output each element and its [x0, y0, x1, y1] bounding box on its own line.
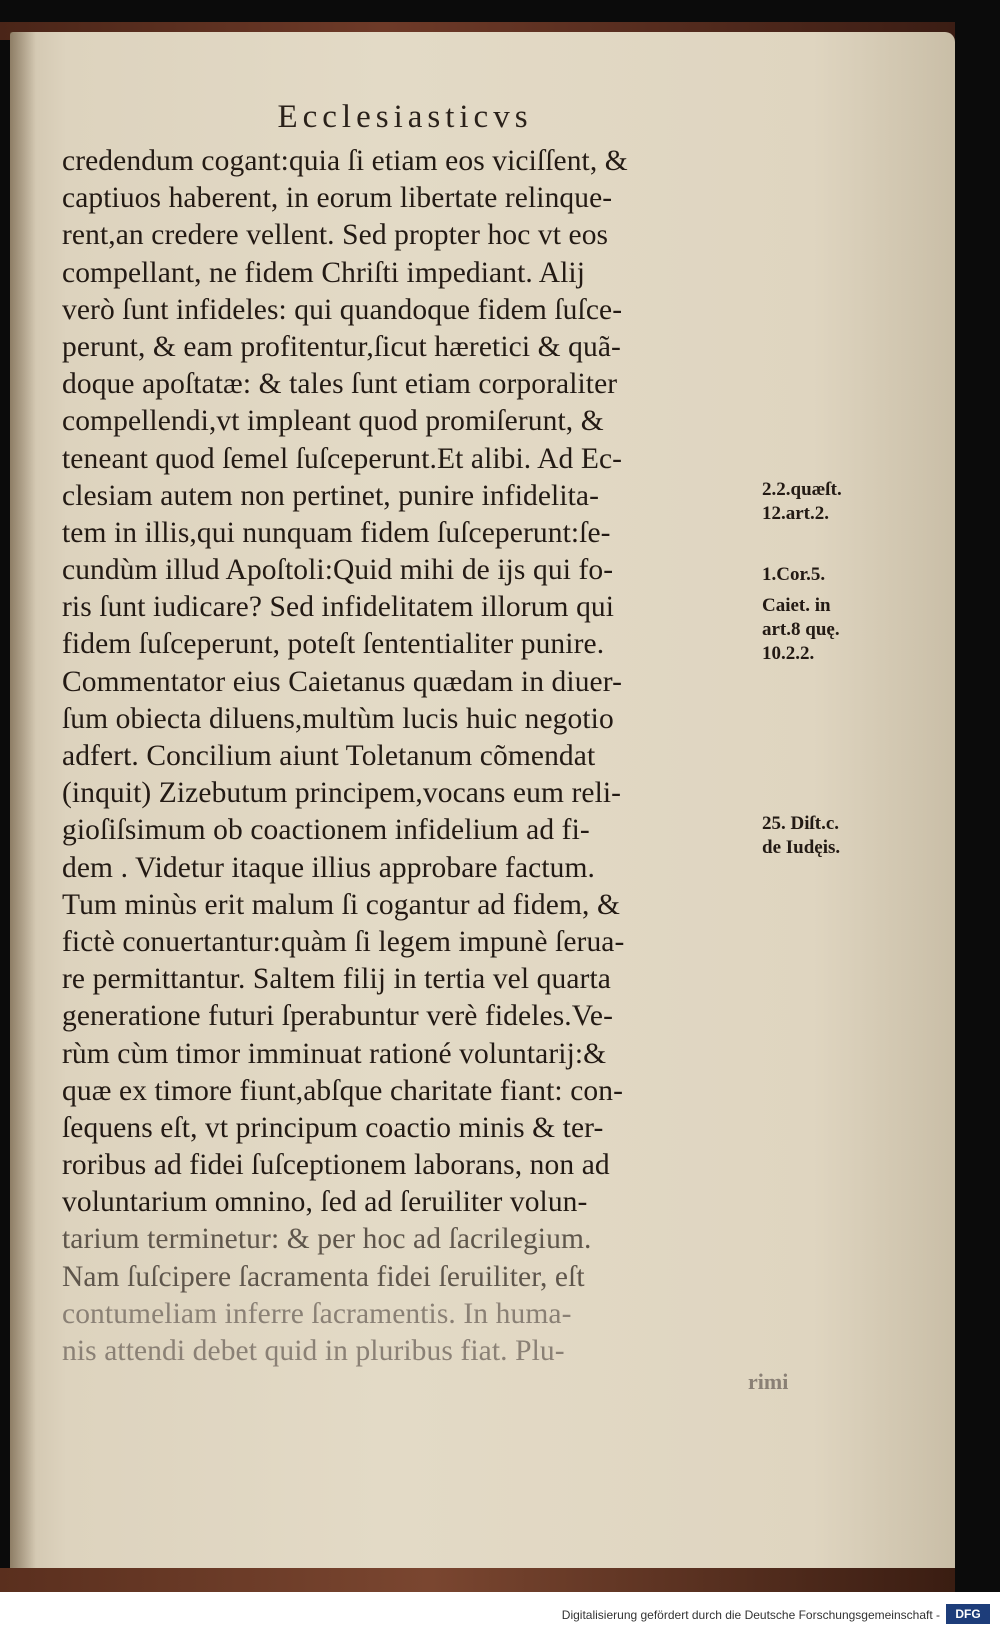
text-line: adfert. Concilium aiunt Toletanum cõmendat: [62, 740, 596, 772]
text-line: captiuos haberent, in eorum libertate relinque-: [62, 182, 613, 215]
body-text: [62, 143, 792, 1370]
text-line: verò ſunt infideles: qui quandoque fidem ſuſce-: [62, 293, 623, 326]
margin-note-line: 12.art.2.: [762, 503, 830, 524]
text-line: (inquit) Zizebutum principem,vocans eum reli-: [62, 777, 622, 810]
margin-note-line: de Iudęis.: [762, 837, 841, 858]
text-line: gioſiſsimum ob coactionem infidelium ad fi-: [62, 814, 590, 847]
margin-note: [762, 478, 842, 526]
text-line: compellendi,vt impleant quod promiſerunt, &: [62, 405, 604, 438]
text-line: tem in illis,qui nunquam fidem ſuſceperunt:ſe-: [62, 516, 611, 549]
text-line: ſequens eſt, vt principum coactio minis & ter-: [62, 1111, 604, 1144]
text-line: contumeliam inferre ſacramentis. In huma-: [62, 1297, 572, 1330]
margin-note-line: 2.2.quæſt.: [762, 479, 842, 500]
text-line: re permittantur. Saltem filij in tertia vel quarta: [62, 963, 611, 996]
text-line: quæ ex timore fiunt,abſque charitate fiant: con-: [62, 1074, 624, 1107]
book-edge-bottom: [0, 1568, 955, 1592]
text-line: rùm cùm timor imminuat rationé voluntarij:&: [62, 1037, 607, 1070]
text-line: doque apoſtatæ: & tales ſunt etiam corporaliter: [62, 368, 618, 401]
text-line: perunt, & eam profitentur,ſicut hæretici & quã-: [62, 330, 621, 363]
margin-note: [762, 563, 825, 587]
margin-note-line: Caiet. in: [762, 595, 831, 616]
margin-note-line: 25. Diſt.c.: [762, 813, 840, 834]
catchword: rimi: [748, 1369, 789, 1394]
text-line: generatione futuri ſperabuntur verè fideles.Ve-: [62, 1000, 614, 1033]
text-line: cundùm illud Apoſtoli:Quid mihi de ijs qui fo-: [62, 554, 614, 587]
text-line: ſum obiecta diluens,multùm lucis huic negotio: [62, 702, 614, 735]
text-line: Tum minùs erit malum ſi cogantur ad fidem, &: [62, 888, 621, 921]
running-head: Ecclesiasticvs: [277, 99, 533, 135]
text-line: ris ſunt iudicare? Sed infidelitatem illorum qui: [62, 591, 615, 624]
funding-credit: Digitalisierung gefördert durch die Deutsche Forschungsgemeinschaft -: [561, 1608, 940, 1622]
dfg-logo-icon: DFG: [946, 1604, 990, 1624]
margin-note-line: art.8 quę.: [762, 619, 840, 640]
margin-note: [762, 594, 840, 666]
text-line: Nam ſuſcipere ſacramenta fidei ſeruiliter, eſt: [62, 1260, 585, 1293]
text-line: voluntarium omnino, ſed ad ſeruiliter volun-: [62, 1186, 588, 1219]
text-line: teneant quod ſemel ſuſceperunt.Et alibi. Ad Ec-: [62, 442, 623, 475]
page-gutter-shadow: [10, 32, 36, 1580]
text-line: clesiam autem non pertinet, punire infidelita-: [62, 479, 600, 512]
text-line: nis attendi debet quid in pluribus fiat. Plu-: [62, 1335, 565, 1367]
text-line: compellant, ne fidem Chriſti impediant. Alij: [62, 256, 586, 289]
text-line: fictè conuertantur:quàm ſi legem impunè ſerua-: [62, 925, 625, 958]
text-line: roribus ad fidei ſuſceptionem laborans, non ad: [62, 1149, 610, 1182]
margin-note: [762, 812, 840, 860]
margin-note-line: 1.Cor.5.: [762, 564, 826, 585]
text-line: dem . Videtur itaque illius approbare factum.: [62, 851, 596, 884]
text-line: Commentator eius Caietanus quædam in diuer-: [62, 665, 623, 698]
text-line: credendum cogant:quia ſi etiam eos viciſſent, &: [62, 145, 628, 177]
text-line: tarium terminetur: & per hoc ad ſacrilegium.: [62, 1223, 592, 1256]
text-line: rent,an credere vellent. Sed propter hoc vt eos: [62, 219, 609, 252]
margin-note-line: 10.2.2.: [762, 643, 815, 664]
text-line: fidem ſuſceperunt, poteſt ſententialiter punire.: [62, 628, 605, 661]
